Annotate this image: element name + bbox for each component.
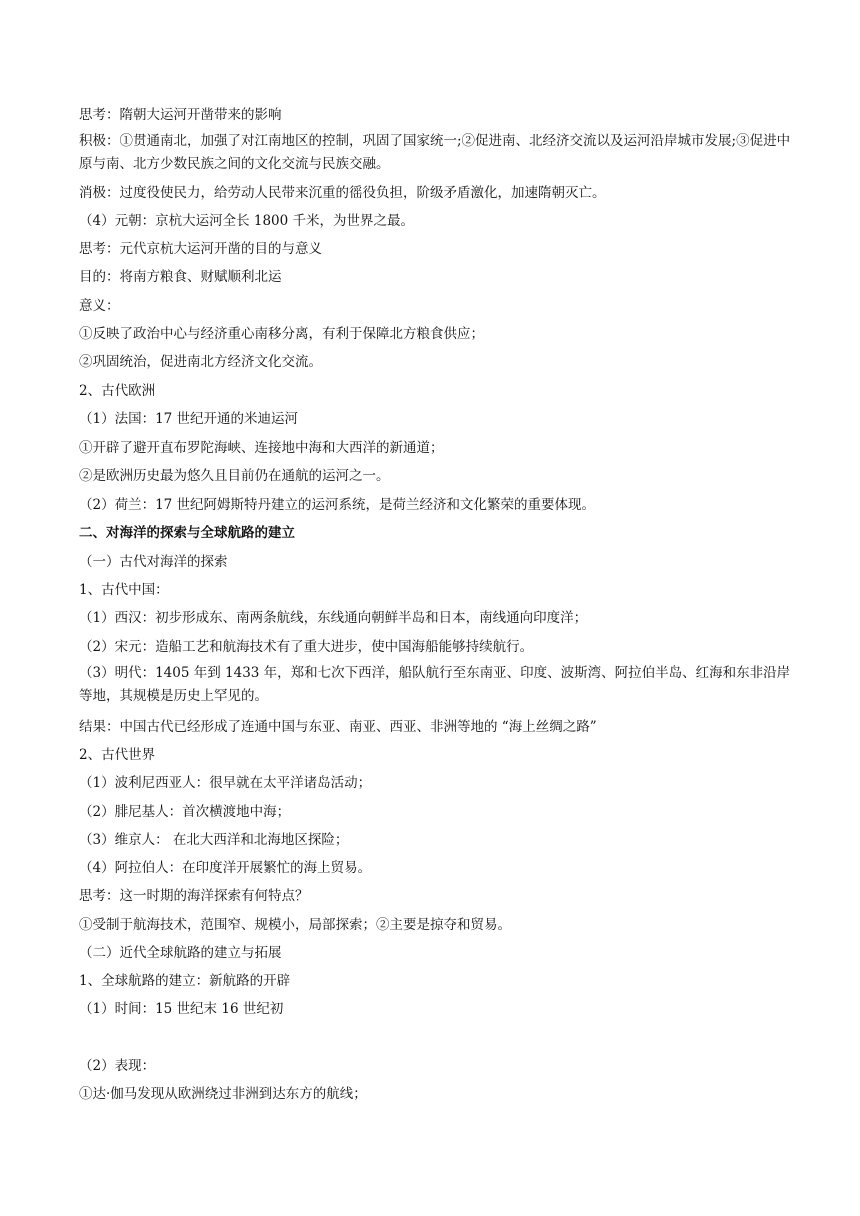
midi-canal-point-2: ②是欧洲历史最为悠久且目前仍在通航的运河之一。	[79, 468, 390, 484]
think-yuan-canal-purpose: 思考：元代京杭大运河开凿的目的与意义	[79, 241, 322, 257]
significance-item-2: ②巩固统治，促进南北方经济文化交流。	[79, 354, 322, 370]
significance-item-1: ①反映了政治中心与经济重心南移分离，有利于保障北方粮食供应；	[79, 326, 484, 342]
exploration-features-answer: ①受制于航海技术，范围窄、规模小，局部探索；②主要是掠夺和贸易。	[79, 917, 511, 933]
section-ancient-world: 2、古代世界	[79, 747, 156, 763]
new-routes-manifestation: （2）表现：	[79, 1058, 156, 1074]
song-yuan-shipbuilding: （2）宋元：造船工艺和航海技术有了重大进步，使中国海船能够持续航行。	[79, 639, 534, 655]
da-gama-route: ①达·伽马发现从欧洲绕过非洲到达东方的航线；	[79, 1086, 367, 1102]
netherlands-canals: （2）荷兰：17 世纪阿姆斯特丹建立的运河系统，是荷兰经济和文化繁荣的重要体现。	[79, 497, 596, 513]
section-ancient-europe: 2、古代欧洲	[79, 383, 156, 399]
phoenicians: （2）腓尼基人：首次横渡地中海；	[79, 804, 291, 820]
polynesians: （1）波利尼西亚人：很早就在太平洋诸岛活动；	[79, 775, 372, 791]
heading-ocean-exploration: 二、对海洋的探索与全球航路的建立	[79, 525, 295, 541]
arabs: （4）阿拉伯人：在印度洋开展繁忙的海上贸易。	[79, 860, 372, 876]
vikings: （3）维京人： 在北大西洋和北海地区探险；	[79, 832, 349, 848]
yuan-grand-canal: （4）元朝：京杭大运河全长 1800 千米，为世界之最。	[79, 213, 415, 229]
think-exploration-features: 思考：这一时期的海洋探索有何特点？	[79, 888, 309, 904]
section-new-routes: 1、全球航路的建立：新航路的开辟	[79, 973, 291, 989]
western-han-routes: （1）西汉：初步形成东、南两条航线，东线通向朝鲜半岛和日本，南线通向印度洋；	[79, 610, 588, 626]
midi-canal-point-1: ①开辟了避开直布罗陀海峡、连接地中海和大西洋的新通道；	[79, 440, 444, 456]
significance-heading: 意义：	[79, 298, 120, 314]
negative-effects: 消极：过度役使民力，给劳动人民带来沉重的徭役负担，阶级矛盾激化，加速隋朝灭亡。	[79, 185, 606, 201]
subheading-modern-routes: （二）近代全球航路的建立与拓展	[79, 945, 282, 961]
france-midi-canal: （1）法国：17 世纪开通的米迪运河	[79, 411, 299, 427]
maritime-silk-road-result: 结果：中国古代已经形成了连通中国与东亚、南亚、西亚、非洲等地的 “海上丝绸之路”	[79, 719, 597, 735]
positive-effects: 积极：①贯通南北，加强了对江南地区的控制，巩固了国家统一;②促进南、北经济交流以及运河沿岸城市发展;③促进中原与南、北方少数民族之间的文化交流与民族交融。	[79, 133, 791, 172]
ming-zheng-he: （3）明代：1405 年到 1433 年，郑和七次下西洋，船队航行至东南亚、印度、波斯湾、阿拉伯半岛、红海和东非沿岸等地，其规模是历史上罕见的。	[79, 665, 791, 704]
section-ancient-china: 1、古代中国：	[79, 582, 169, 598]
subheading-ancient-exploration: （一）古代对海洋的探索	[79, 554, 228, 570]
purpose-text: 目的：将南方粮食、财赋顺利北运	[79, 269, 282, 285]
new-routes-time: （1）时间：15 世纪末 16 世纪初	[79, 1001, 284, 1017]
think-sui-canal-impact: 思考：隋朝大运河开凿带来的影响	[79, 107, 282, 123]
